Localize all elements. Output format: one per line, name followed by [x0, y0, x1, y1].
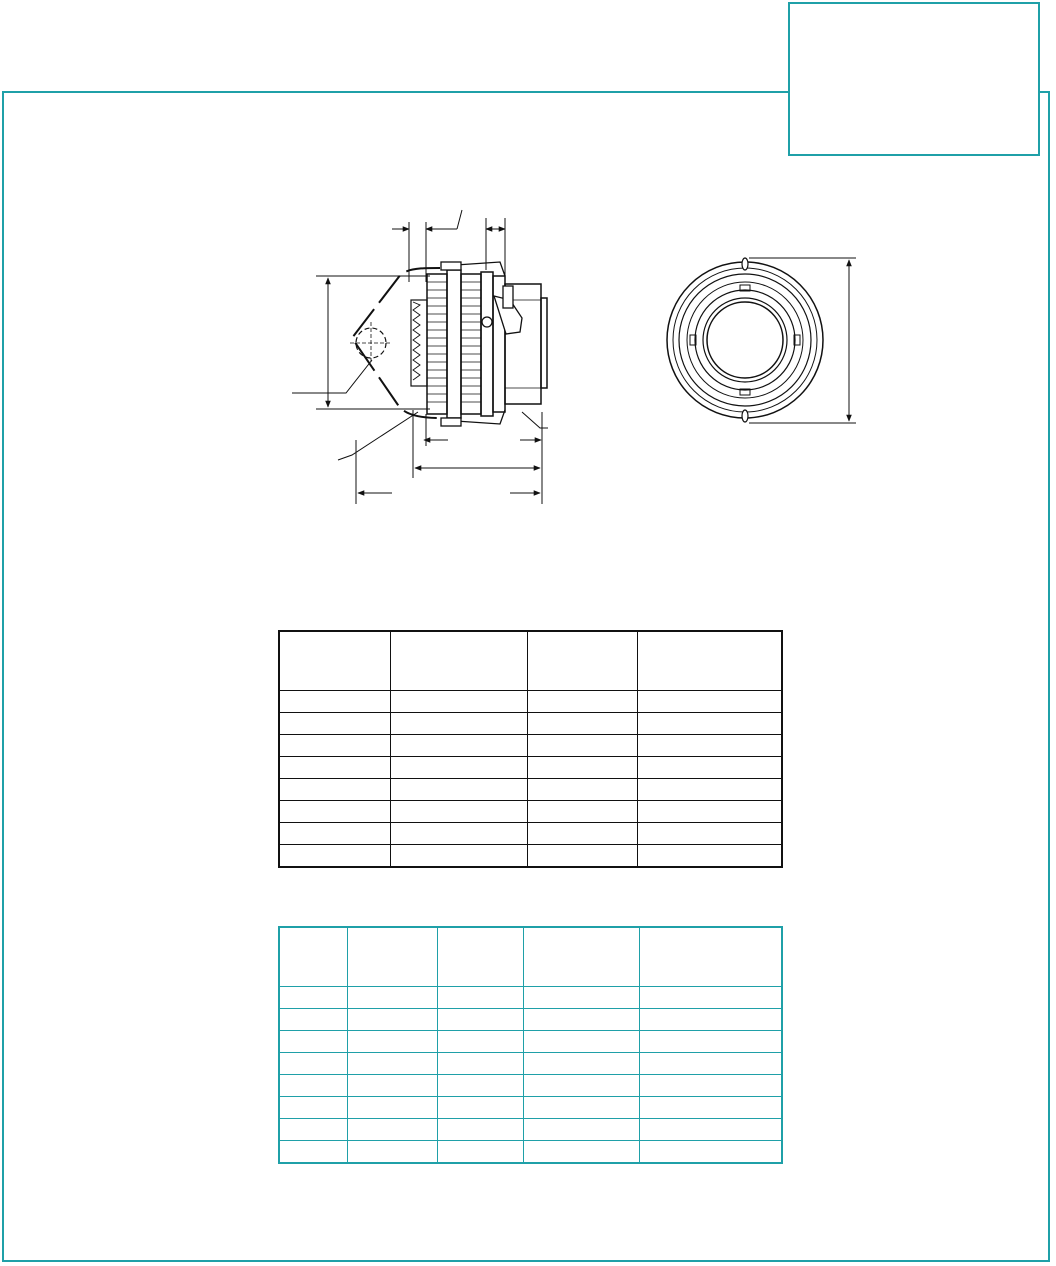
table-cell: [390, 713, 527, 735]
table-cell: [527, 801, 637, 823]
table-a-header: [637, 631, 782, 691]
table-cell: [390, 779, 527, 801]
table-cell: [279, 801, 390, 823]
connector-side-view: [292, 210, 548, 504]
table-cell: [390, 735, 527, 757]
table-a-header: [279, 631, 390, 691]
table-row: [279, 779, 782, 801]
table-cell: [347, 987, 437, 1009]
title-box: [788, 2, 1040, 156]
table-cell: [523, 1141, 639, 1164]
table-cell: [347, 1009, 437, 1031]
table-a-header: [390, 631, 527, 691]
table-cell: [390, 757, 527, 779]
table-cell: [279, 987, 347, 1009]
table-cell: [639, 1031, 782, 1053]
table-row: [279, 1075, 782, 1097]
table-row: [279, 757, 782, 779]
table-cell: [523, 1053, 639, 1075]
table-cell: [639, 987, 782, 1009]
table-cell: [279, 845, 390, 868]
table-cell: [523, 1119, 639, 1141]
table-cell: [279, 1009, 347, 1031]
table-b-header: [279, 927, 347, 987]
table-cell: [347, 1075, 437, 1097]
table-cell: [279, 823, 390, 845]
table-cell: [527, 823, 637, 845]
table-row: [279, 987, 782, 1009]
table-cell: [639, 1097, 782, 1119]
table-row: [279, 801, 782, 823]
table-row: [279, 845, 782, 868]
table-cell: [437, 1075, 523, 1097]
table-cell: [437, 1119, 523, 1141]
table-cell: [437, 1097, 523, 1119]
table-cell: [437, 1031, 523, 1053]
table-a-header: [527, 631, 637, 691]
table-cell: [279, 1141, 347, 1164]
table-cell: [437, 987, 523, 1009]
table-cell: [347, 1031, 437, 1053]
table-cell: [279, 1075, 347, 1097]
table-cell: [437, 1053, 523, 1075]
table-cell: [279, 757, 390, 779]
table-cell: [347, 1053, 437, 1075]
table-b-header: [347, 927, 437, 987]
table-b-header-row: [279, 927, 782, 987]
table-cell: [523, 1009, 639, 1031]
table-cell: [527, 691, 637, 713]
table-cell: [637, 801, 782, 823]
table-cell: [279, 713, 390, 735]
table-b-header: [639, 927, 782, 987]
table-cell: [637, 757, 782, 779]
table-cell: [523, 987, 639, 1009]
table-a-header-row: [279, 631, 782, 691]
table-cell: [523, 1097, 639, 1119]
table-b-header: [437, 927, 523, 987]
dimension-table-b: [278, 926, 783, 1164]
table-cell: [523, 1031, 639, 1053]
table-cell: [637, 713, 782, 735]
table-row: [279, 1119, 782, 1141]
table-cell: [639, 1119, 782, 1141]
table-cell: [390, 801, 527, 823]
table-row: [279, 1009, 782, 1031]
table-cell: [437, 1009, 523, 1031]
table-row: [279, 713, 782, 735]
table-cell: [639, 1141, 782, 1164]
table-cell: [279, 1053, 347, 1075]
table-cell: [639, 1053, 782, 1075]
table-cell: [527, 845, 637, 868]
table-cell: [639, 1075, 782, 1097]
table-cell: [527, 779, 637, 801]
table-cell: [390, 845, 527, 868]
table-cell: [279, 1097, 347, 1119]
table-cell: [527, 713, 637, 735]
table-row: [279, 735, 782, 757]
table-cell: [347, 1119, 437, 1141]
table-cell: [279, 1119, 347, 1141]
table-row: [279, 1141, 782, 1164]
table-cell: [637, 691, 782, 713]
table-cell: [390, 691, 527, 713]
table-cell: [279, 779, 390, 801]
table-cell: [279, 691, 390, 713]
table-cell: [637, 735, 782, 757]
table-cell: [527, 735, 637, 757]
table-cell: [639, 1009, 782, 1031]
table-cell: [637, 845, 782, 868]
table-row: [279, 823, 782, 845]
table-row: [279, 1097, 782, 1119]
table-row: [279, 1053, 782, 1075]
table-b-header: [523, 927, 639, 987]
table-cell: [279, 1031, 347, 1053]
table-cell: [523, 1075, 639, 1097]
table-row: [279, 1031, 782, 1053]
table-cell: [437, 1141, 523, 1164]
table-cell: [279, 735, 390, 757]
table-cell: [527, 757, 637, 779]
table-cell: [347, 1141, 437, 1164]
table-cell: [637, 779, 782, 801]
table-cell: [347, 1097, 437, 1119]
table-cell: [637, 823, 782, 845]
table-row: [279, 691, 782, 713]
connector-front-view: [667, 258, 856, 423]
dimension-table-a: [278, 630, 783, 868]
table-cell: [390, 823, 527, 845]
